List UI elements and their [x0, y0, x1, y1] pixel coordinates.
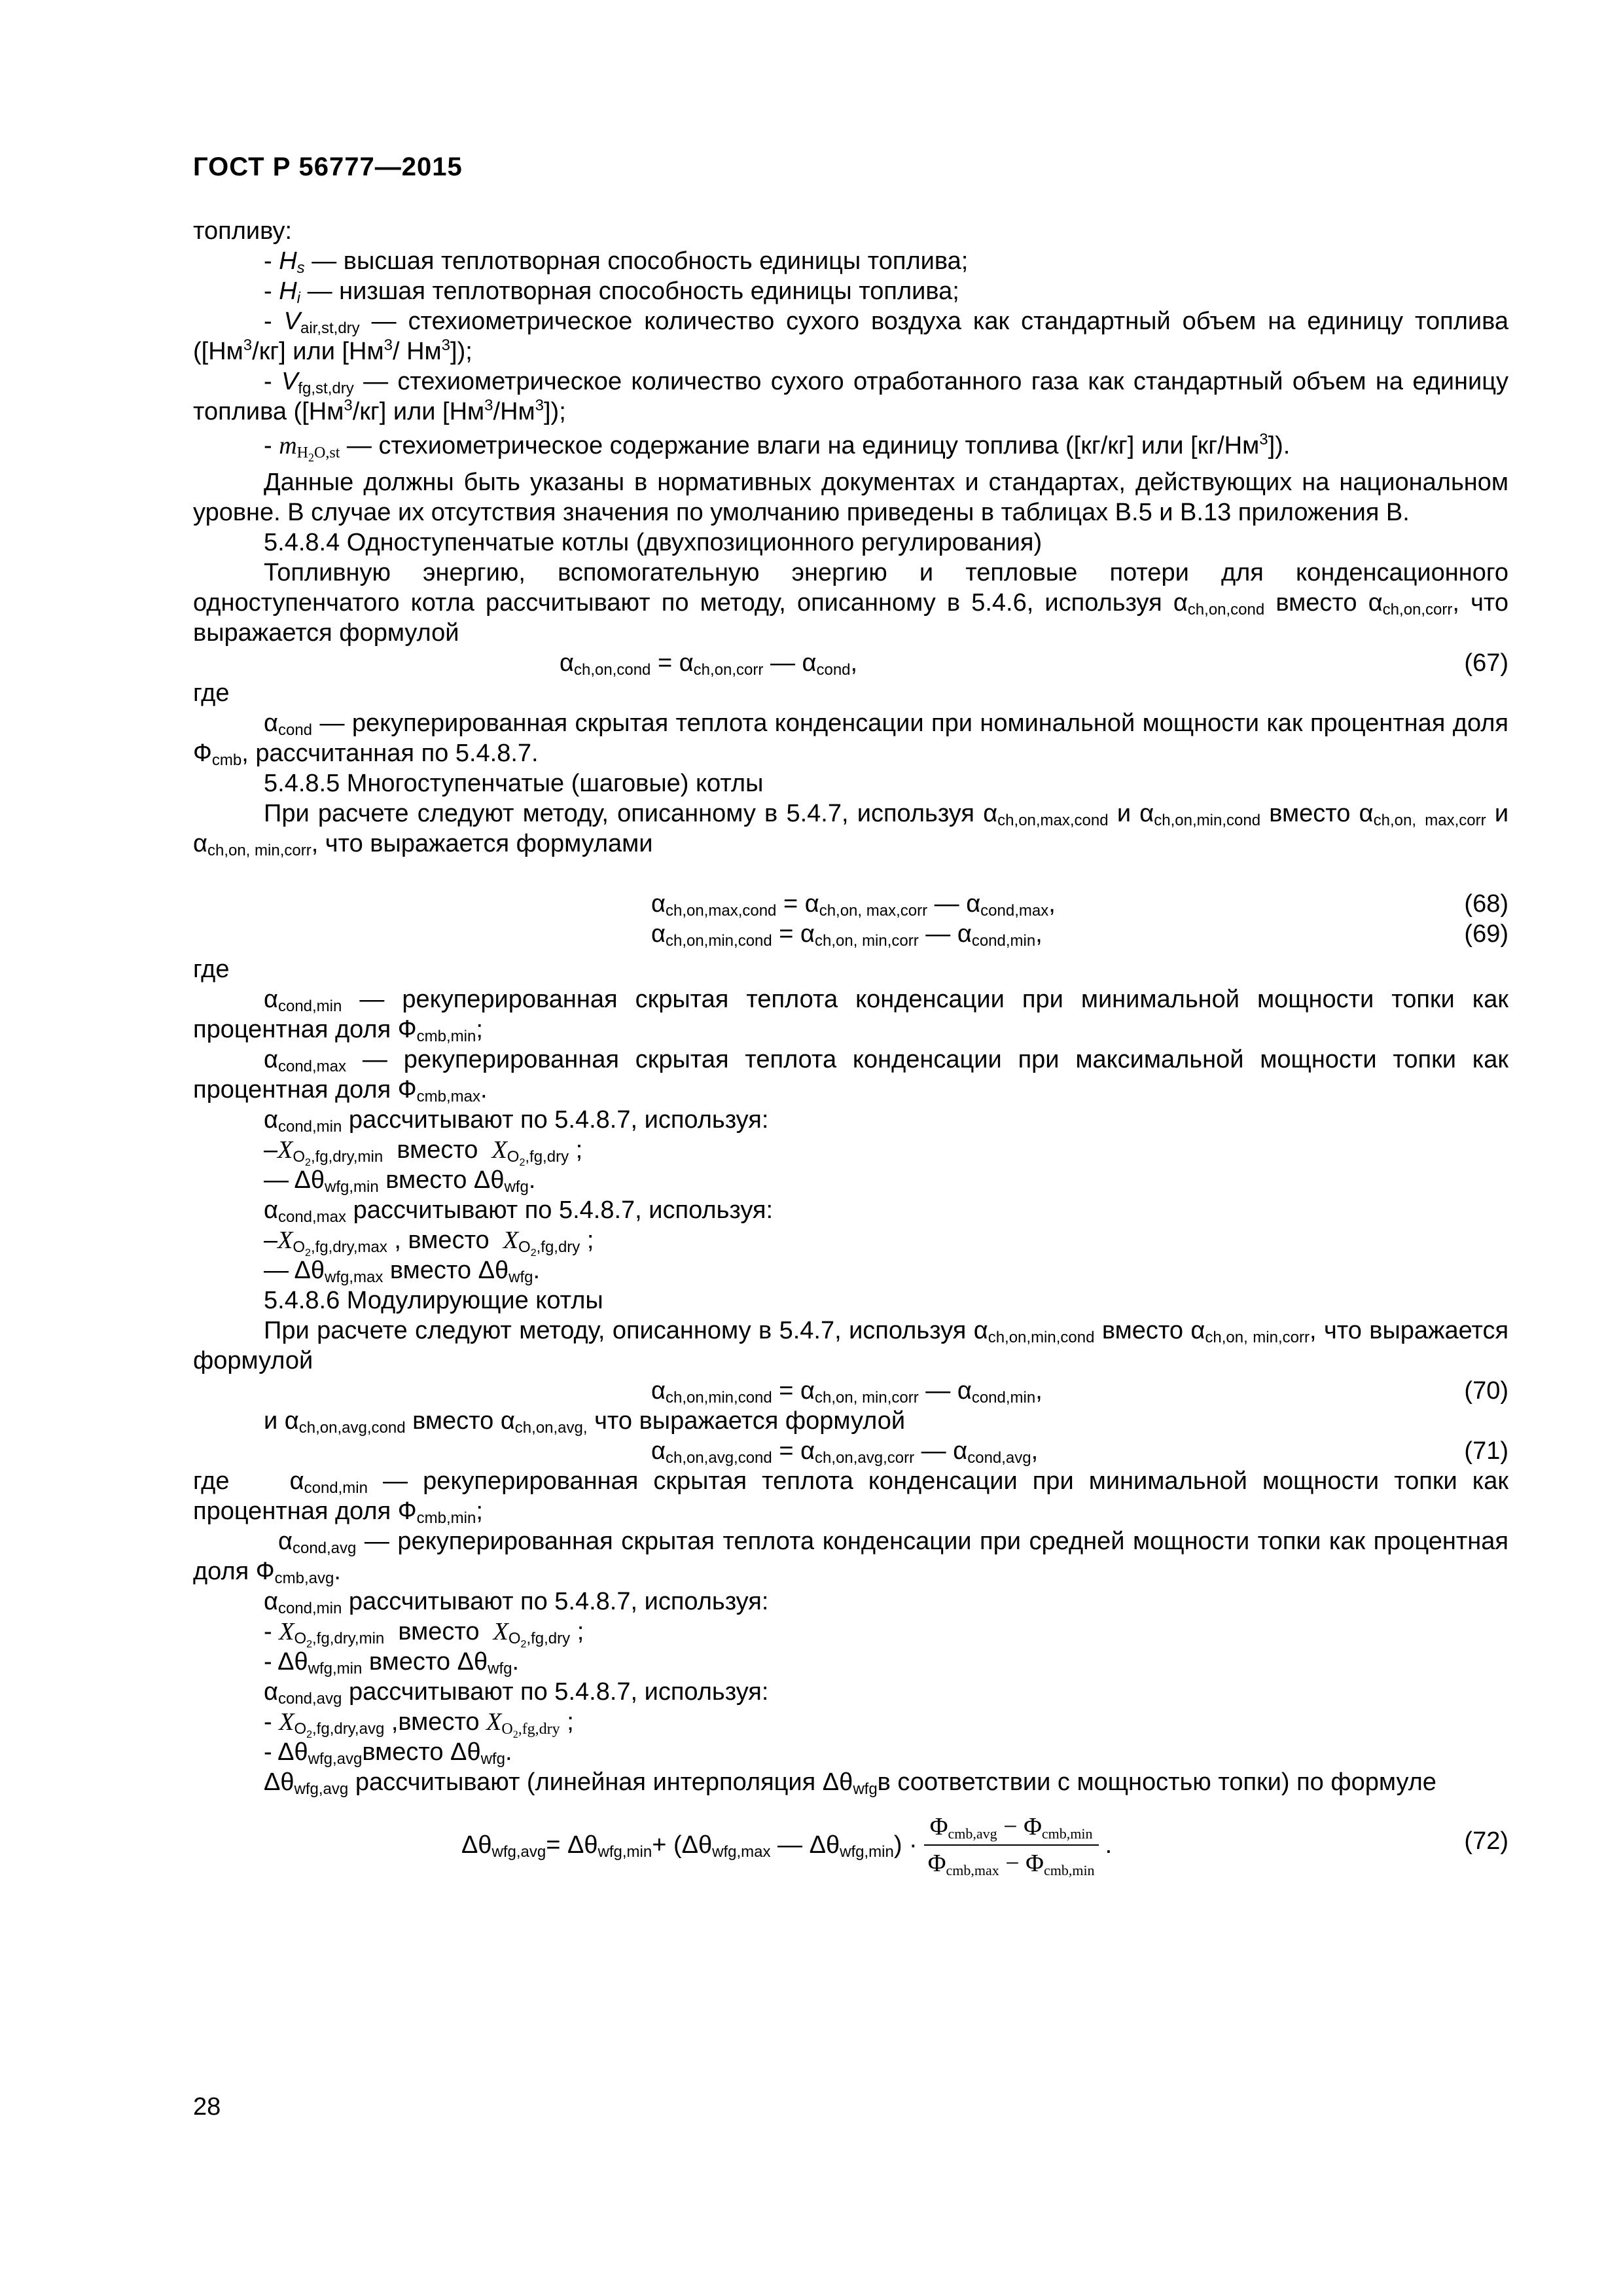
- list-item-mh2o: - $m_{H_2O,st}$ — стехиометрическое содержание влаги на единицу топлива ([кг/кг] или $[кг/Нм^3]$).: [264, 431, 1291, 464]
- list-item: - $X_{O_2,fg,dry,avg}$ ,вместо $X_{O_2,fg,dry}$ ;: [264, 1708, 574, 1740]
- equation-69: $\alpha_{ch,on,min,cond} = \alpha_{ch,on, min,corr}$ — $\alpha_{cond,min}$, (69): [651, 920, 1508, 950]
- definition: $\alpha_{cond}$ — рекуперированная скрытая теплота конденсации при номинальной мощности как процентная доля $Ф_{cmb}$, рассчитанная по 5.4.8.7.: [193, 709, 1509, 769]
- text-line: и $\alpha_{ch,on,avg,cond}$ вместо $\alpha_{ch,on,avg,}$ что выражается формулой: [264, 1407, 906, 1437]
- section-heading-5-4-8-6: 5.4.8.6 Модулирующие котлы: [264, 1287, 603, 1314]
- text-line: где: [193, 956, 230, 983]
- definition: $\alpha_{cond,avg}$ — рекуперированная скрытая теплота конденсации при средней мощности топки как процентная доля $Ф_{cmb,avg}$.: [193, 1528, 1508, 1587]
- list-item-vair: - $V_{air,st,dry}$ — стехиометрическое количество сухого воздуха как стандартный объем на единицу топлива ($[Нм^3/кг]$ или [$Нм^3/$ $Нм^3$]);: [193, 308, 1508, 365]
- document-header: ГОСТ Р 56777—2015: [193, 152, 463, 181]
- section-heading-5-4-8-4: 5.4.8.4 Одноступенчатые котлы (двухпозиционного регулирования): [264, 529, 1043, 556]
- paragraph: При расчете следуют методу, описанному в 5.4.7, используя $\alpha_{ch,on,max,cond}$ и $\alpha_{ch,on,min,cond}$ вместо $\alpha_{ch,on,}$ $_{max,corr}$ и $\alpha_{ch,on, min,corr}$, что выражается формулами: [193, 800, 1509, 859]
- list-item: - $\Delta\theta_{wfg,min}$ вместо $\Delta\theta_{wfg}$.: [264, 1648, 520, 1677]
- paragraph: При расчете следуют методу, описанному в 5.4.7, используя $\alpha_{ch,on,min,cond}$ вместо $\alpha_{ch,on, min,corr}$, что выражается формулой: [193, 1317, 1509, 1374]
- definition: где $\alpha_{cond,min}$ — рекуперированная скрытая теплота конденсации при минимальной мощности топки как процентная доля $Ф_{cmb,min}$;: [193, 1467, 1508, 1527]
- page-number: 28: [193, 2093, 221, 2121]
- list-item-hs: - $H_s$ — высшая теплотворная способность единицы топлива;: [264, 247, 969, 277]
- list-item: — $\Delta\theta_{wfg,min}$ вместо $\Delta\theta_{wfg}$.: [264, 1166, 536, 1196]
- list-item-hi: - $H_i$ — низшая теплотворная способность единицы топлива;: [264, 278, 959, 307]
- equation-67: $\alpha_{ch,on,cond} = \alpha_{ch,on,corr}$ — $\alpha_{cond}$, (67): [560, 649, 1508, 679]
- fraction: $\frac{\Phi_{cmb,avg} - \Phi_{cmb,min}}{\Phi_{cmb,max} - \Phi_{cmb,min}}$: [924, 1812, 1099, 1878]
- list-item-vfg: - $V_{fg,st,dry}$ — стехиометрическое количество сухого отработанного газа как стандартный объем на единицу топлива ($[Нм^3/кг]$ или $[Нм^3/Нм^3]$);: [193, 368, 1509, 425]
- text-line: $\alpha_{cond,max}$ рассчитывают по 5.4.8.7, используя:: [264, 1196, 774, 1226]
- list-item: $-X_{O_2,fg,dry,min}$ вместо $X_{O_2,fg,dry}$ ;: [264, 1136, 583, 1168]
- equation-68: $\alpha_{ch,on,max,cond} = \alpha_{ch,on, max,corr}$ — $\alpha_{cond,max}$, (68): [651, 890, 1508, 920]
- document-body: [193, 216, 1508, 1882]
- paragraph: Топливную энергию, вспомогательную энергию и тепловые потери для конденсационного одноступенчатого котла рассчитывают по методу, описанному в 5.4.6, используя $\alpha_{ch,on,cond}$ вместо $\alpha_{ch,on,corr}$, что выражается формулой: [193, 559, 1509, 647]
- list-item: - $X_{O_2,fg,dry,min}$ вместо $X_{O_2,fg,dry}$ ;: [264, 1618, 584, 1650]
- text-line: $\alpha_{cond,min}$ рассчитывают по 5.4.8.7, используя:: [264, 1106, 769, 1136]
- list-item: $-X_{O_2,fg,dry,max}$ , вместо $X_{O_2,fg,dry}$ ;: [264, 1227, 594, 1259]
- text-line: $\alpha_{cond,avg}$ рассчитывают по 5.4.8.7, используя:: [264, 1678, 769, 1708]
- text-line: топливу:: [193, 217, 292, 245]
- list-item: — $\Delta\theta_{wfg,max}$ вместо $\Delta\theta_{wfg}$.: [264, 1257, 541, 1286]
- equation-72: $\Delta\theta_{wfg,avg}= \Delta\theta_{wfg,min}+ (\Delta\theta_{wfg,max}$ — $\Delta\theta_{wfg,min}$) · $\frac{\Phi_{cmb,avg} - \Phi_{cmb,min}}{\Phi_{cmb,max} - \Phi_{cmb,min}}$ . (72): [461, 1813, 1508, 1878]
- equation-71: $\alpha_{ch,on,avg,cond} = \alpha_{ch,on,avg,corr}$ — $\alpha_{cond,avg}$, (71): [651, 1437, 1508, 1467]
- definition: $\alpha_{cond,max}$ — рекуперированная скрытая теплота конденсации при максимальной мощности топки как процентная доля $Ф_{cmb,max}$.: [193, 1046, 1508, 1105]
- section-heading-5-4-8-5: 5.4.8.5 Многоступенчатые (шаговые) котлы: [264, 770, 764, 797]
- list-item: - $\Delta\theta_{wfg,avg}вместо$ $\Delta\theta_{wfg}$.: [264, 1738, 512, 1768]
- equation-70: $\alpha_{ch,on,min,cond} = \alpha_{ch,on, min,corr}$ — $\alpha_{cond,min}$, (70): [651, 1377, 1508, 1407]
- definition: $\alpha_{cond,min}$ — рекуперированная скрытая теплота конденсации при минимальной мощности топки как процентная доля $Ф_{cmb,min}$;: [193, 986, 1509, 1045]
- text-line: $\alpha_{cond,min}$ рассчитывают по 5.4.8.7, используя:: [264, 1588, 769, 1617]
- text-line: где: [193, 679, 230, 707]
- paragraph: $\Delta\theta_{wfg,avg}$ рассчитывают (линейная интерполяция $\Delta\theta_{wfg}в$ соответствии с мощностью топки) по формуле: [264, 1768, 1436, 1798]
- paragraph: Данные должны быть указаны в нормативных документах и стандартах, действующих на национальном уровне. В случае их отсутствия значения по умолчанию приведены в таблицах В.5 и В.13 приложения В.: [193, 469, 1508, 526]
